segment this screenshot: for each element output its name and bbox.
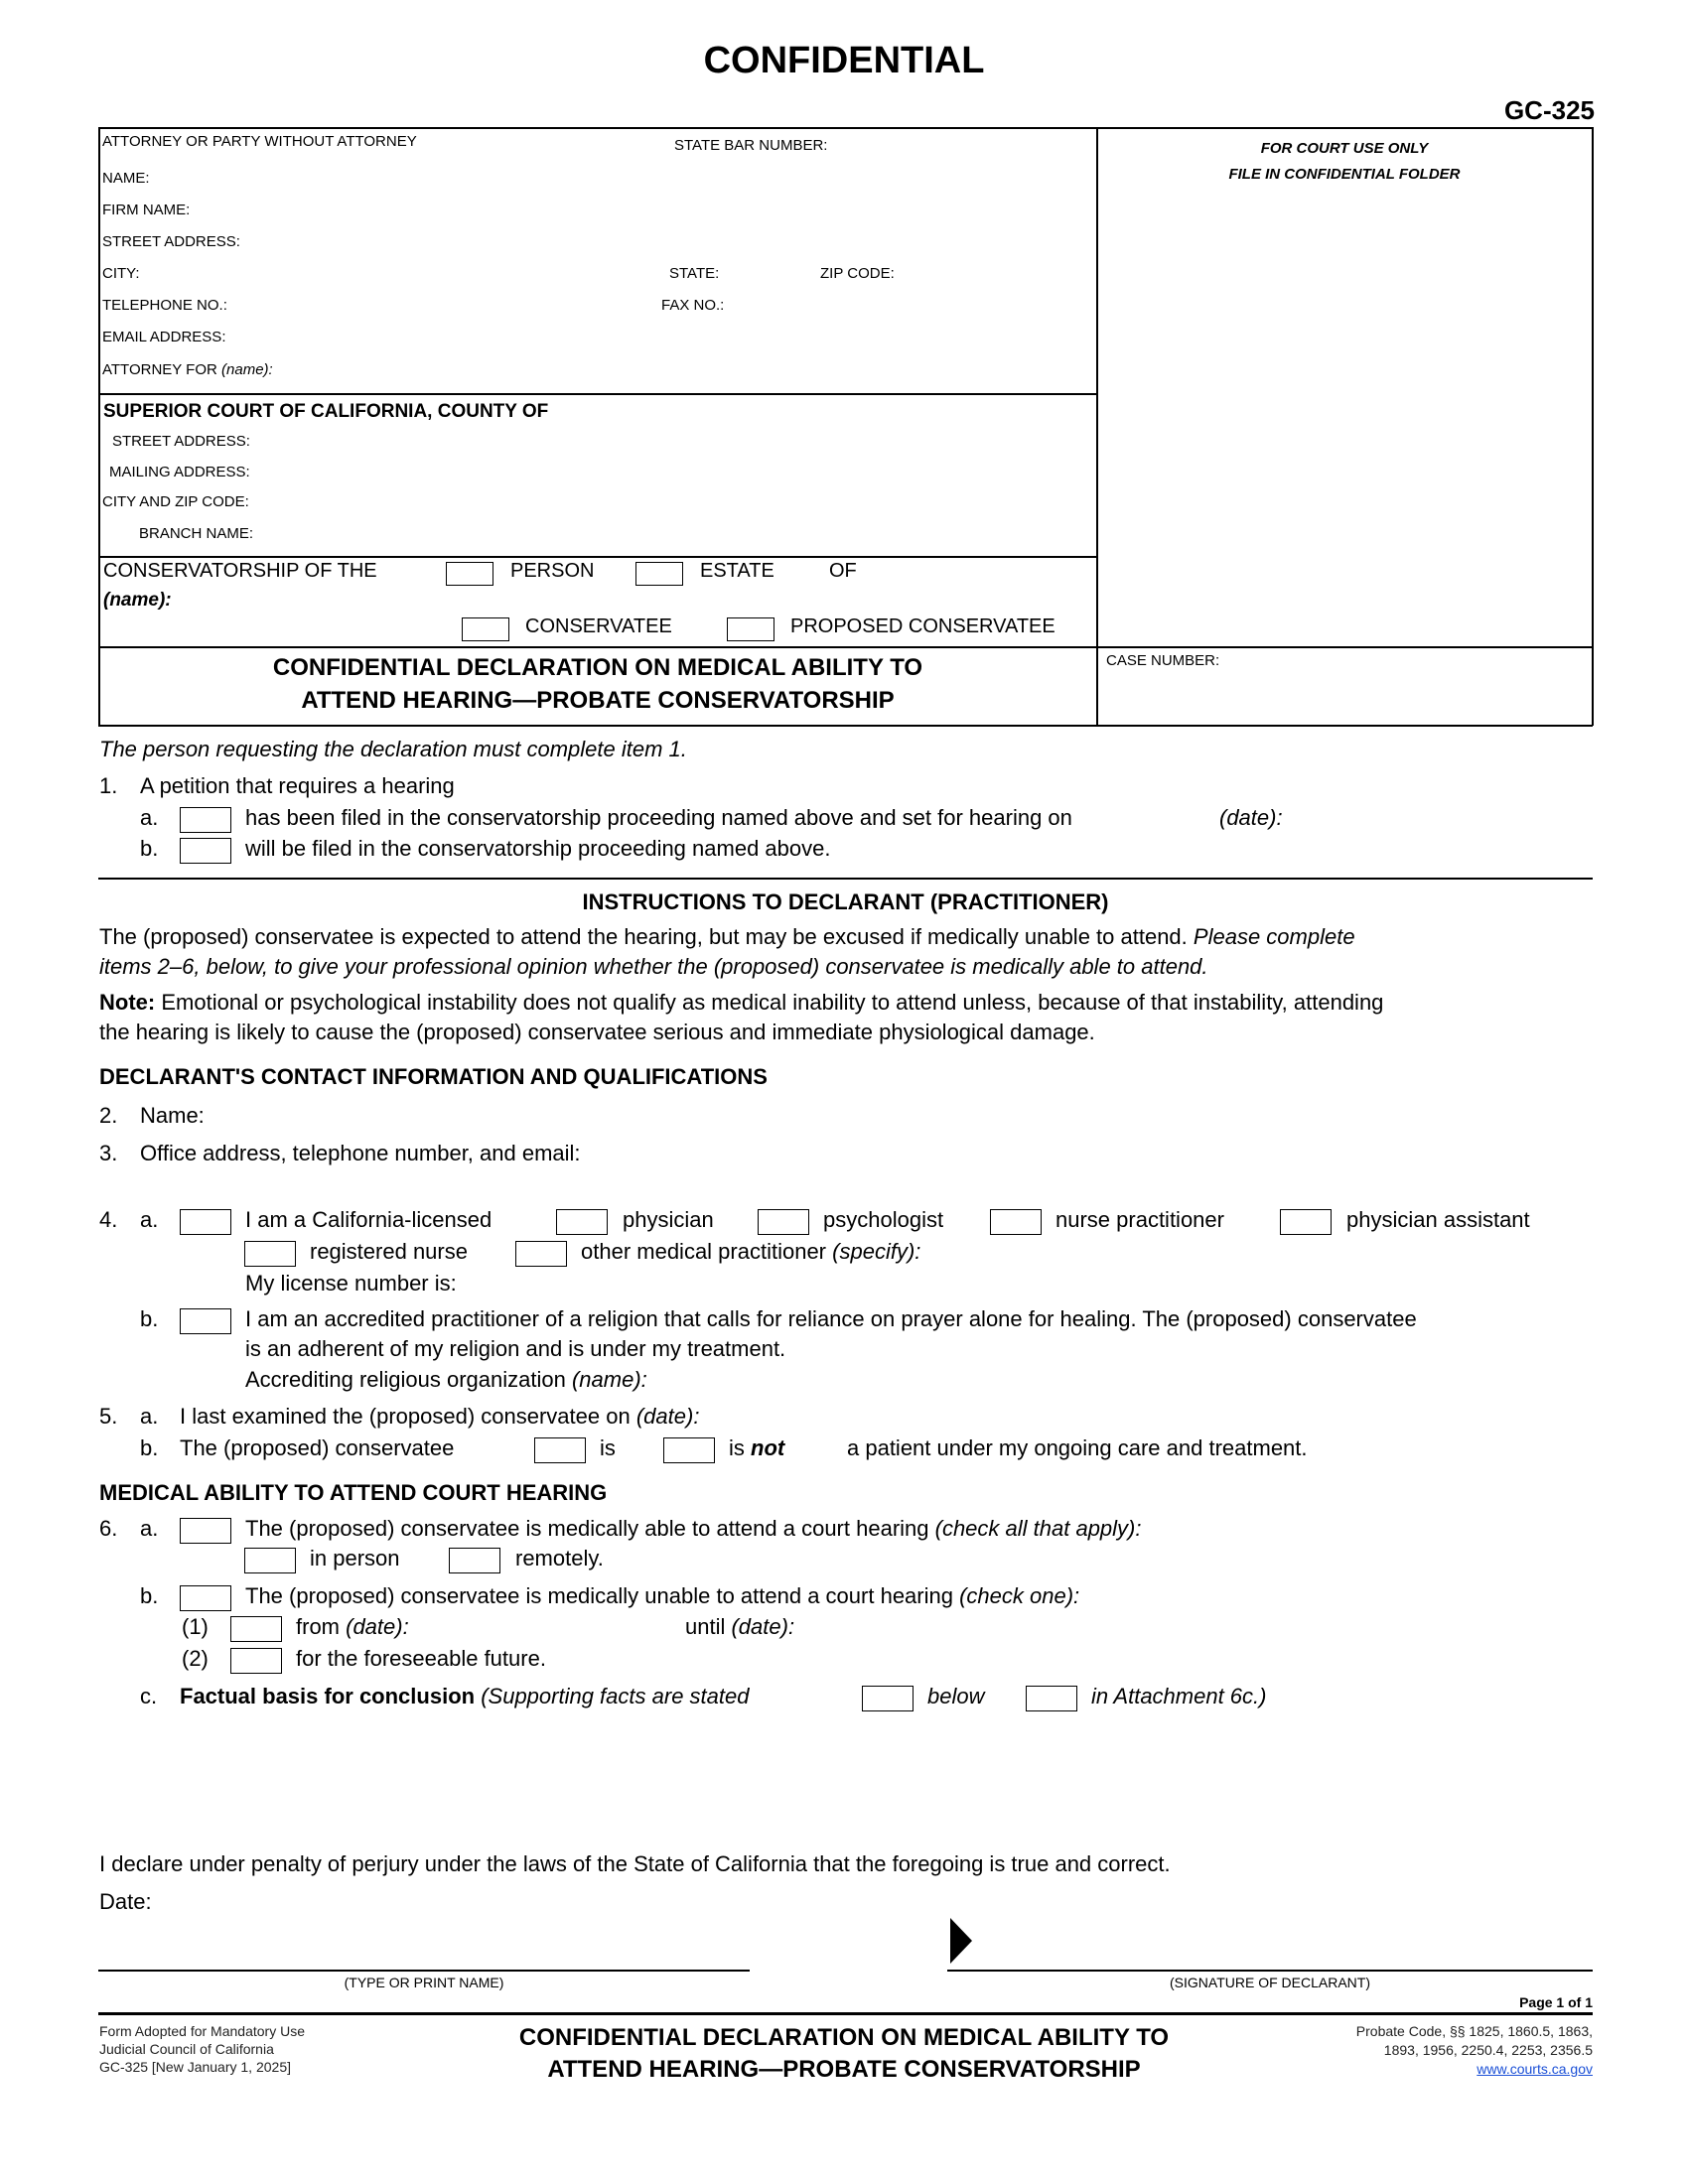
item-1-number: 1. xyxy=(99,773,118,798)
item-4b-text-2: is an adherent of my religion and is under my treatment. xyxy=(245,1336,786,1361)
item-6b1-number: (1) xyxy=(182,1614,209,1639)
item-5b-letter: b. xyxy=(140,1435,159,1460)
item-3-label: Office address, telephone number, and email: xyxy=(140,1141,581,1165)
print-name-label: (TYPE OR PRINT NAME) xyxy=(344,1975,504,1990)
footer-adopted xyxy=(99,2022,305,2076)
item-6b2-checkbox[interactable] xyxy=(230,1648,282,1674)
print-name-line xyxy=(98,1970,750,1972)
other-practitioner-checkbox[interactable] xyxy=(515,1241,567,1267)
item-4a-checkbox[interactable] xyxy=(180,1209,231,1235)
estate-label: ESTATE xyxy=(700,560,774,582)
item-1b-text: will be filed in the conservatorship proceeding named above. xyxy=(245,836,831,861)
physician-checkbox[interactable] xyxy=(556,1209,608,1235)
adopted-line-3: GC-325 [New January 1, 2025] xyxy=(99,2059,291,2075)
item-6a-letter: a. xyxy=(140,1516,159,1541)
item-5a-letter: a. xyxy=(140,1404,159,1429)
courts-website-link[interactable]: www.courts.ca.gov xyxy=(1477,2061,1593,2077)
note-text-a: Emotional or psychological instability does not qualify as medical inability to attend unless, because of that instability, attending xyxy=(161,990,1384,1015)
conservatee-name-label: (name): xyxy=(103,590,172,611)
code-line-2: 1893, 1956, 2250.4, 2253, 2356.5 xyxy=(1383,2042,1593,2058)
divider xyxy=(98,878,1593,880)
accrediting-name-label: (name): xyxy=(571,1367,647,1392)
medical-heading: MEDICAL ABILITY TO ATTEND COURT HEARING xyxy=(99,1480,608,1505)
footer-rule xyxy=(98,2012,1593,2015)
is-not-checkbox[interactable] xyxy=(663,1437,715,1463)
footer-title xyxy=(397,2022,1291,2086)
item-1-text: A petition that requires a hearing xyxy=(140,773,455,798)
item-6c-letter: c. xyxy=(140,1684,158,1708)
item-1a-date: (date): xyxy=(1219,805,1283,830)
is-not-label xyxy=(729,1435,784,1461)
below-checkbox[interactable] xyxy=(862,1686,914,1711)
item-1a-letter: a. xyxy=(140,805,159,830)
item-2-name-label: Name: xyxy=(140,1103,205,1128)
instructions-paragraph xyxy=(99,922,1599,982)
licensed-label: I am a California-licensed xyxy=(245,1207,492,1232)
instructions-heading: INSTRUCTIONS TO DECLARANT (PRACTITIONER) xyxy=(582,889,1109,914)
license-number-label: My license number is: xyxy=(245,1271,457,1296)
item-4b-checkbox[interactable] xyxy=(180,1308,231,1334)
conservatee-label: CONSERVATEE xyxy=(525,615,672,637)
item-4b-text-3 xyxy=(245,1367,647,1393)
is-checkbox[interactable] xyxy=(534,1437,586,1463)
item-6b-checkbox[interactable] xyxy=(180,1585,231,1611)
court-street-label: STREET ADDRESS: xyxy=(112,433,250,450)
note-paragraph xyxy=(99,988,1599,1047)
remotely-label: remotely. xyxy=(515,1546,604,1570)
footer-title-line-2: ATTEND HEARING—PROBATE CONSERVATORSHIP xyxy=(547,2056,1141,2083)
psychologist-label: psychologist xyxy=(823,1207,944,1232)
court-heading: SUPERIOR COURT OF CALIFORNIA, COUNTY OF xyxy=(103,401,549,422)
phone-label: TELEPHONE NO.: xyxy=(102,297,227,314)
zip-label: ZIP CODE: xyxy=(820,265,895,282)
item-6b-text xyxy=(245,1583,1079,1609)
perjury-declaration: I declare under penalty of perjury under the laws of the State of California that the foregoing is true and correct. xyxy=(99,1851,1171,1876)
name-label: NAME: xyxy=(102,170,150,187)
form-number: GC-325 xyxy=(1503,95,1595,125)
estate-checkbox[interactable] xyxy=(635,562,683,586)
item-6a-check-note: (check all that apply): xyxy=(934,1516,1142,1541)
physician-assistant-label: physician assistant xyxy=(1346,1207,1530,1232)
confidential-folder-label: FILE IN CONFIDENTIAL FOLDER xyxy=(1228,166,1461,183)
instructions-italic-a: Please complete xyxy=(1193,924,1355,949)
from-label: from xyxy=(296,1614,340,1639)
attachment-checkbox[interactable] xyxy=(1026,1686,1077,1711)
court-branch-label: BRANCH NAME: xyxy=(139,525,254,542)
attachment-label: in Attachment 6c.) xyxy=(1091,1684,1267,1708)
conservatee-checkbox[interactable] xyxy=(462,617,509,641)
other-practitioner-text: other medical practitioner xyxy=(581,1239,827,1264)
is-not-is: is xyxy=(729,1435,745,1460)
factual-basis-label: Factual basis for conclusion xyxy=(180,1684,476,1708)
signature-label: (SIGNATURE OF DECLARANT) xyxy=(1170,1975,1370,1990)
item-4-number: 4. xyxy=(99,1207,118,1232)
item-6-number: 6. xyxy=(99,1516,118,1541)
in-person-label: in person xyxy=(310,1546,400,1570)
footer-title-line-1: CONFIDENTIAL DECLARATION ON MEDICAL ABILITY TO xyxy=(518,2024,1170,2051)
item-6b1-from xyxy=(296,1614,409,1640)
note-label: Note: xyxy=(99,990,156,1015)
instructions-italic-b: items 2–6, below, to give your professional opinion whether the (proposed) conservatee is medically able to attend. xyxy=(99,954,1208,979)
below-label: below xyxy=(927,1684,985,1708)
from-date-label: (date): xyxy=(346,1614,409,1639)
item-1a-text: has been filed in the conservatorship proceeding named above and set for hearing on xyxy=(245,805,1072,830)
signature-arrow-icon xyxy=(950,1918,972,1964)
attorney-for-label xyxy=(102,361,273,378)
item-3-number: 3. xyxy=(99,1141,118,1165)
form-title-line-1: CONFIDENTIAL DECLARATION ON MEDICAL ABILITY TO xyxy=(272,654,923,681)
until-date-label: (date): xyxy=(731,1614,795,1639)
item-4b-letter: b. xyxy=(140,1306,159,1331)
item-5-number: 5. xyxy=(99,1404,118,1429)
firm-label: FIRM NAME: xyxy=(102,202,191,218)
code-line-1: Probate Code, §§ 1825, 1860.5, 1863, xyxy=(1355,2023,1593,2039)
item-6b2-number: (2) xyxy=(182,1646,209,1671)
is-label: is xyxy=(600,1435,616,1460)
fax-label: FAX NO.: xyxy=(661,297,725,314)
court-use-label: FOR COURT USE ONLY xyxy=(1260,140,1429,157)
case-number-label: CASE NUMBER: xyxy=(1106,652,1220,669)
nurse-practitioner-checkbox[interactable] xyxy=(990,1209,1042,1235)
physician-assistant-checkbox[interactable] xyxy=(1280,1209,1332,1235)
item-4a-letter: a. xyxy=(140,1207,159,1232)
item-6b-letter: b. xyxy=(140,1583,159,1608)
adopted-line-2: Judicial Council of California xyxy=(99,2041,274,2057)
foreseeable-label: for the foreseeable future. xyxy=(296,1646,546,1671)
date-label: Date: xyxy=(99,1889,152,1914)
item-6a-checkbox[interactable] xyxy=(180,1518,231,1544)
adopted-line-1: Form Adopted for Mandatory Use xyxy=(99,2023,305,2039)
declarant-heading: DECLARANT'S CONTACT INFORMATION AND QUALIFICATIONS xyxy=(99,1064,768,1089)
item-5b-text: The (proposed) conservatee xyxy=(180,1435,455,1460)
instructions-text: The (proposed) conservatee is expected to attend the hearing, but may be excused if medically unable to attend. xyxy=(99,924,1188,949)
item-5a-text xyxy=(180,1404,699,1430)
street-label: STREET ADDRESS: xyxy=(102,233,240,250)
physician-label: physician xyxy=(623,1207,714,1232)
city-label: CITY: xyxy=(102,265,140,282)
person-label: PERSON xyxy=(510,560,595,582)
other-practitioner-label xyxy=(581,1239,920,1265)
item-5a-label: I last examined the (proposed) conservatee on xyxy=(180,1404,631,1429)
attorney-for-name: (name): xyxy=(221,361,273,378)
court-mailing-label: MAILING ADDRESS: xyxy=(109,464,250,480)
note-text-b: the hearing is likely to cause the (proposed) conservatee serious and immediate physiological damage. xyxy=(99,1020,1095,1044)
until-label: until xyxy=(685,1614,726,1639)
attorney-for-text: ATTORNEY FOR xyxy=(102,361,217,378)
item-5b-tail: a patient under my ongoing care and treatment. xyxy=(847,1435,1308,1460)
in-person-checkbox[interactable] xyxy=(244,1548,296,1573)
item-6a-text xyxy=(245,1516,1142,1542)
item-5a-date: (date): xyxy=(635,1404,700,1429)
intro-note: The person requesting the declaration must complete item 1. xyxy=(99,737,687,761)
item-6a-label: The (proposed) conservatee is medically able to attend a court hearing xyxy=(245,1516,929,1541)
form-title-line-2: ATTEND HEARING—PROBATE CONSERVATORSHIP xyxy=(301,687,895,714)
item-6b-check-note: (check one): xyxy=(959,1583,1080,1608)
conservatorship-of-label: CONSERVATORSHIP OF THE xyxy=(103,560,377,582)
remotely-checkbox[interactable] xyxy=(449,1548,500,1573)
court-city-zip-label: CITY AND ZIP CODE: xyxy=(102,493,249,510)
registered-nurse-label: registered nurse xyxy=(310,1239,468,1264)
proposed-conservatee-checkbox[interactable] xyxy=(727,617,774,641)
item-1b-letter: b. xyxy=(140,836,159,861)
state-bar-label: STATE BAR NUMBER: xyxy=(674,137,828,154)
of-label: OF xyxy=(829,560,857,582)
supporting-facts-label: (Supporting facts are stated xyxy=(481,1684,750,1708)
signature-line xyxy=(947,1970,1593,1972)
accrediting-label: Accrediting religious organization xyxy=(245,1367,566,1392)
item-6b-label: The (proposed) conservatee is medically unable to attend a court hearing xyxy=(245,1583,953,1608)
item-4b-text-1: I am an accredited practitioner of a religion that calls for reliance on prayer alone for healing. The (proposed) conservatee xyxy=(245,1306,1417,1331)
page-number: Page 1 of 1 xyxy=(1519,1994,1593,2010)
item-2-number: 2. xyxy=(99,1103,118,1128)
nurse-practitioner-label: nurse practitioner xyxy=(1055,1207,1224,1232)
email-label: EMAIL ADDRESS: xyxy=(102,329,226,345)
item-6b1-checkbox[interactable] xyxy=(230,1616,282,1642)
item-1a-checkbox[interactable] xyxy=(180,807,231,833)
item-1b-checkbox[interactable] xyxy=(180,838,231,864)
footer-codes xyxy=(1356,2022,1593,2079)
registered-nurse-checkbox[interactable] xyxy=(244,1241,296,1267)
specify-label: (specify): xyxy=(832,1239,921,1264)
item-6c-text xyxy=(180,1684,749,1709)
proposed-conservatee-label: PROPOSED CONSERVATEE xyxy=(790,615,1055,637)
is-not-not: not xyxy=(751,1435,785,1460)
item-6b1-until xyxy=(685,1614,794,1640)
psychologist-checkbox[interactable] xyxy=(758,1209,809,1235)
attorney-heading: ATTORNEY OR PARTY WITHOUT ATTORNEY xyxy=(102,133,417,150)
person-checkbox[interactable] xyxy=(446,562,493,586)
state-label: STATE: xyxy=(669,265,720,282)
page-title: CONFIDENTIAL xyxy=(703,40,985,81)
